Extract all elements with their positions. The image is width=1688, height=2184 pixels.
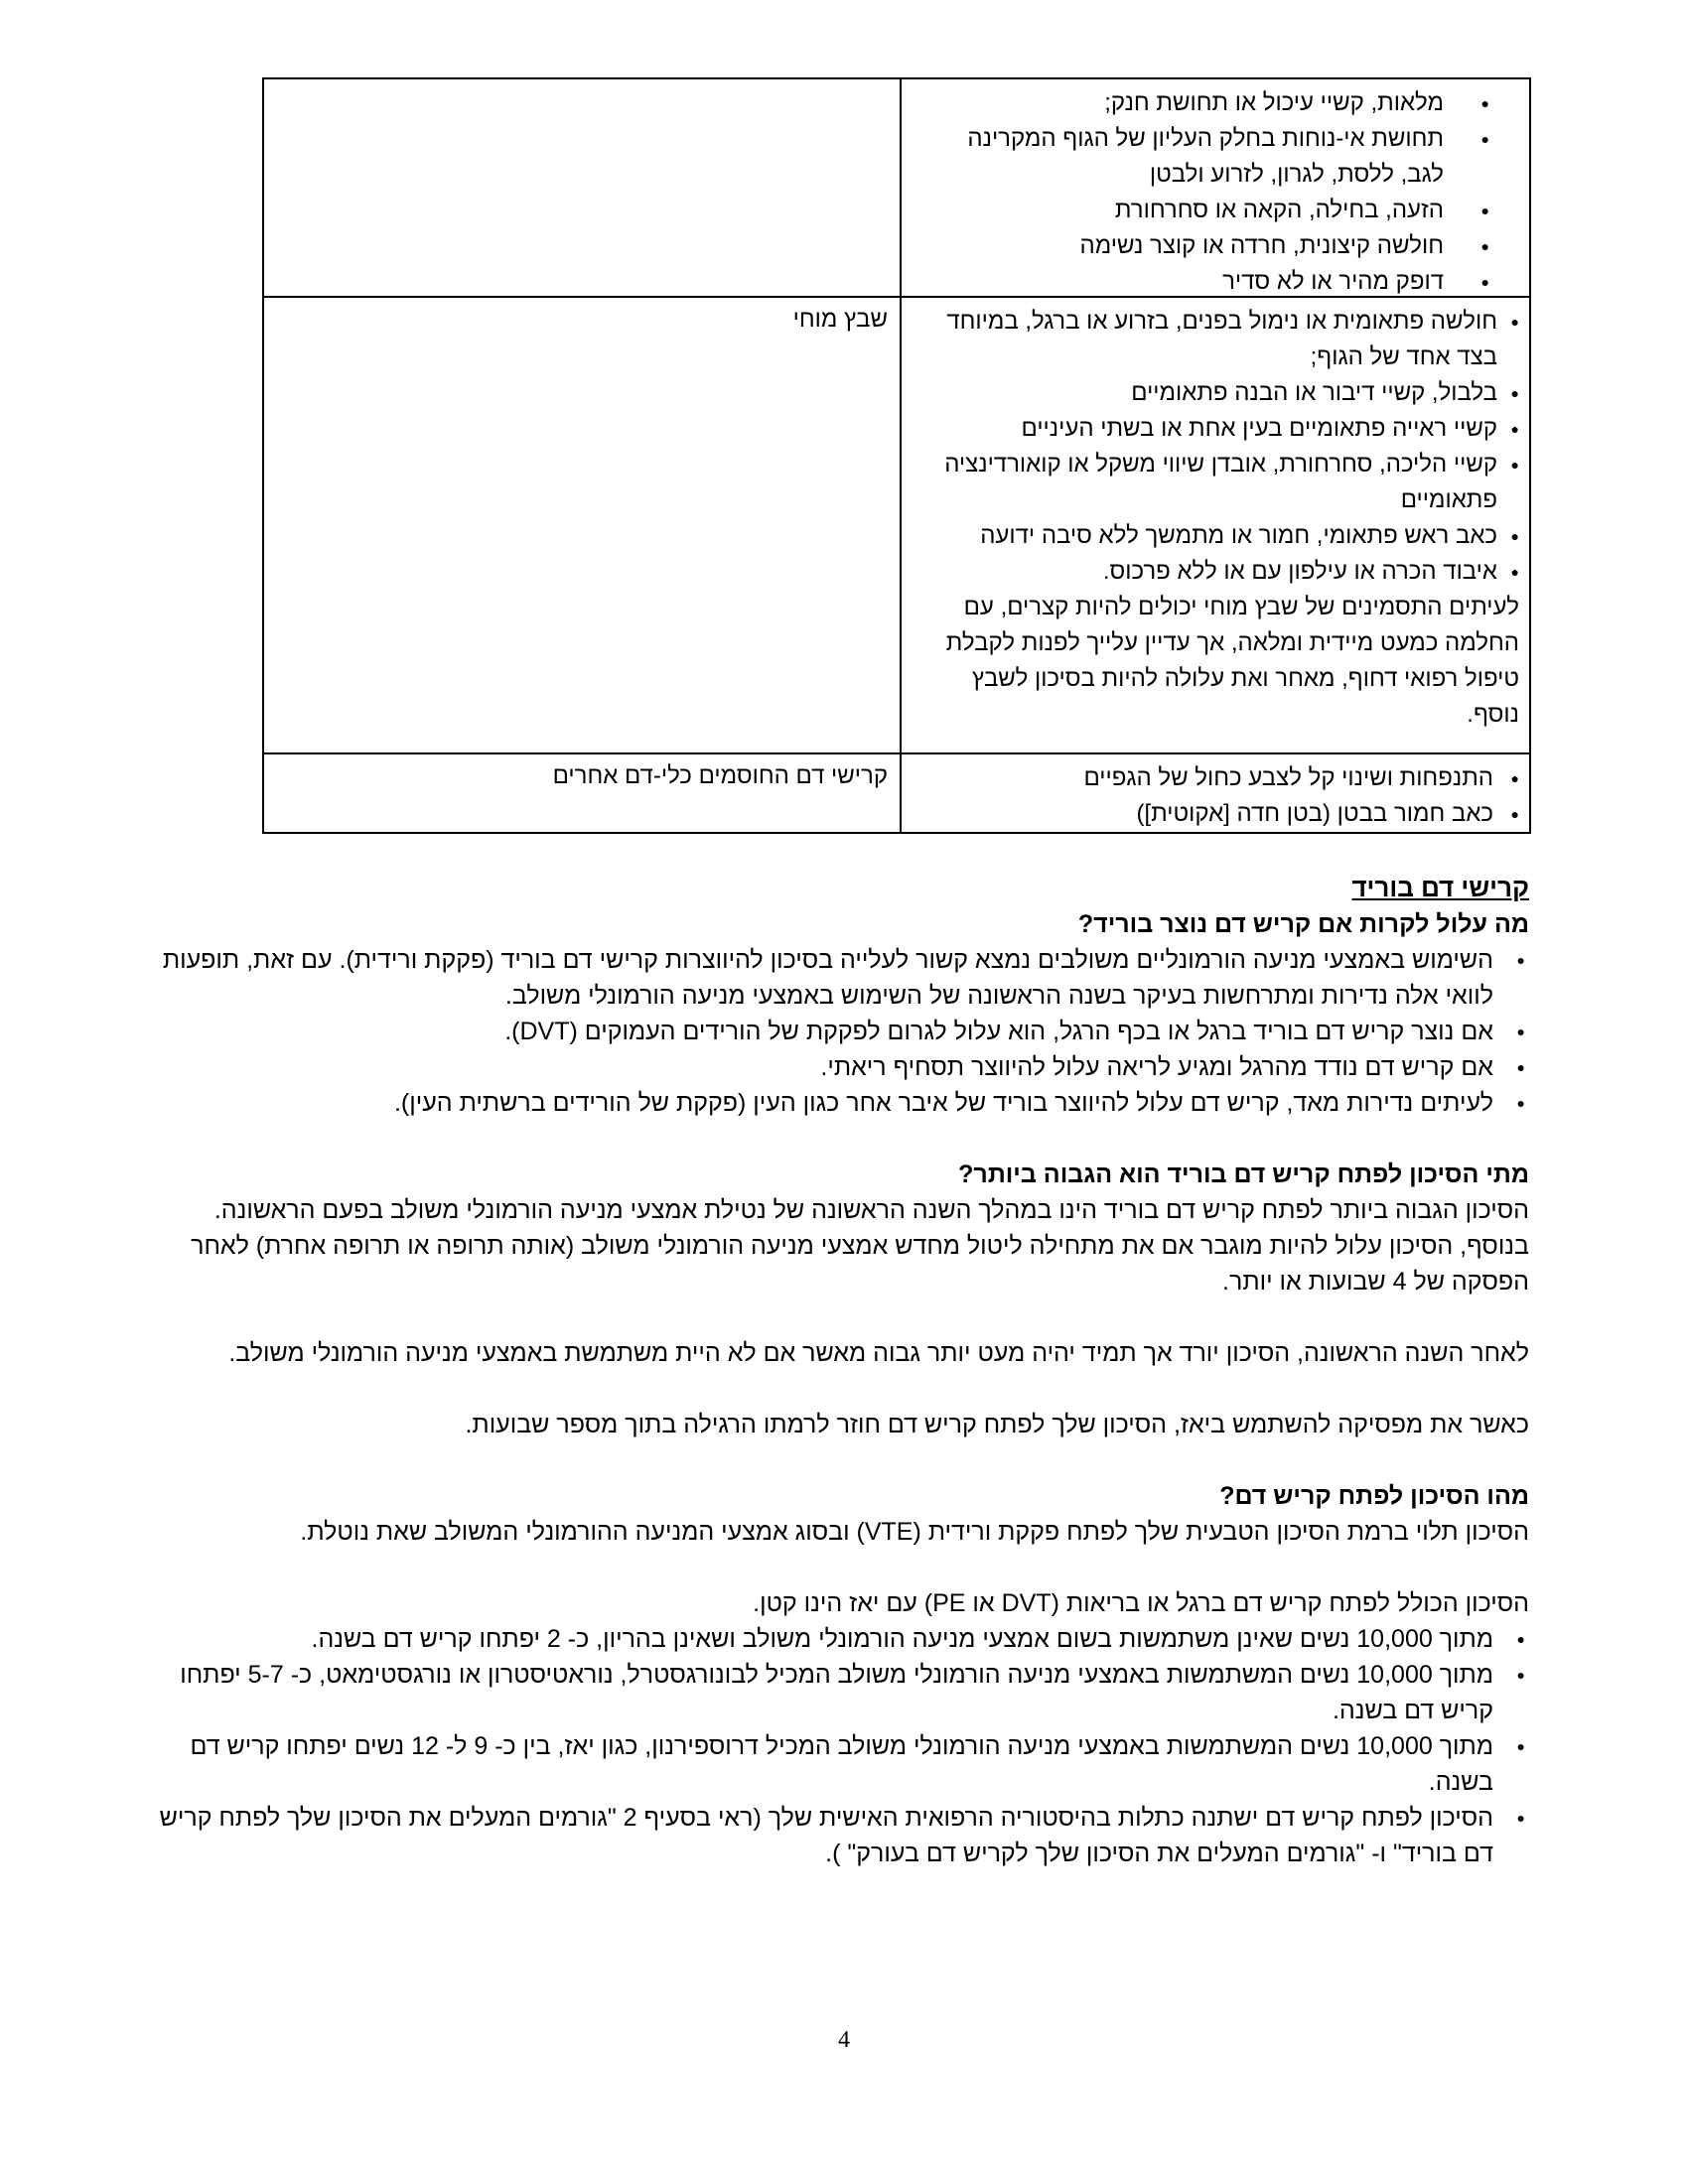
paragraph: הסיכון הכולל לפתח קריש דם ברגל או בריאות (DVT או PE) עם יאז הינו קטן. — [753, 1589, 1529, 1617]
list-item: ● חולשה פתאומית או נימול בפנים, בזרוע או ברגל, במיוחד בצד אחד של הגוף; — [925, 304, 1519, 375]
question-heading: מתי הסיכון לפתח קריש דם בוריד הוא הגבוה ביותר? — [958, 1160, 1529, 1188]
question-heading: מהו הסיכון לפתח קריש דם? — [1219, 1482, 1529, 1510]
list-item: ● מתוך 10,000 נשים שאינן משתמשות בשום אמצעי מניעה הורמונלי משולב ושאינן בהריון, כ- 2 יפתחו קריש דם בשנה. — [149, 1621, 1529, 1657]
list-item: ● קשיי הליכה, סחרחורת, אובדן שיווי משקל או קואורדינציה פתאומיים — [925, 447, 1519, 518]
list-item: ● דופק מהיר או לא סדיר — [935, 264, 1519, 300]
table-row — [264, 79, 1529, 296]
column-divider — [900, 79, 902, 296]
risk-list — [149, 942, 1529, 1121]
list-item: ● הזעה, בחילה, הקאה או סחרחורת — [935, 193, 1519, 228]
symptoms-cell — [902, 298, 1529, 752]
column-divider — [900, 298, 902, 752]
table-row — [264, 296, 1529, 752]
symptoms-table — [262, 77, 1531, 834]
symptoms-cell — [902, 79, 1529, 296]
stroke-note: לעיתים התסמינים של שבץ מוחי יכולים להיות קצרים, עם החלמה כמעט מיידית ומלאה, אך עדיין עלייך לפנות לקבלת טיפול רפואי דחוף, מאחר ואת עלולה להיות בסיכון לשבץ נוסף. — [945, 594, 1519, 728]
list-item: ● אם קריש דם נודד מהרגל ומגיע לריאה עלול להיווצר תסחיף ריאתי. — [149, 1049, 1529, 1085]
list-item: ● התנפחות ושינוי קל לצבע כחול של הגפיים — [935, 760, 1519, 796]
list-item: ● איבוד הכרה או עילפון עם או ללא פרכוס. — [925, 554, 1519, 590]
list-item: ● מתוך 10,000 נשים המשתמשות באמצעי מניעה הורמונלי משולב המכיל לבונורגסטרל, נוראטיסטרון או נורגסטימאט, כ- 5-7 יפתחו קריש דם בשנה. — [149, 1657, 1529, 1728]
condition-cell — [264, 79, 900, 296]
list-item: ● הסיכון לפתח קריש דם ישתנה כתלות בהיסטוריה הרפואית האישית שלך (ראי בסעיף 2 "גורמים המעלים את הסיכון שלך לפתח קריש דם בוריד" ו- "גורמים המעלים את הסיכון שלך לקריש דם בעורק" ). — [149, 1800, 1529, 1871]
statistics-list — [149, 1621, 1529, 1871]
symptoms-cell — [902, 754, 1529, 834]
condition-cell: קרישי דם החוסמים כלי-דם אחרים — [552, 762, 888, 789]
list-item: ● קשיי ראייה פתאומיים בעין אחת או בשתי העיניים — [925, 411, 1519, 447]
list-item: ● תחושת אי-נוחות בחלק העליון של הגוף המקרינה לגב, ללסת, לגרון, לזרוע ולבטן — [935, 121, 1519, 193]
column-divider — [900, 754, 902, 834]
question-heading: מה עלול לקרות אם קריש דם נוצר בוריד? — [1077, 910, 1529, 938]
section-title: קרישי דם בוריד — [1351, 873, 1529, 902]
list-item: ● אם נוצר קריש דם בוריד ברגל או בכף הרגל, הוא עלול לגרום לפקקת של הורידים העמוקים (DVT). — [149, 1014, 1529, 1049]
list-item: ● השימוש באמצעי מניעה הורמונליים משולבים נמצא קשור לעלייה בסיכון להיווצרות קרישי דם בוריד (פקקת ורידית). עם זאת, תופעות לוואי אלה נדירות ומתרחשות בעיקר בשנה הראשונה של השימוש באמצעי מניעה הורמונלי משולב. — [149, 942, 1529, 1014]
list-item: ● חולשה קיצונית, חרדה או קוצר נשימה — [935, 228, 1519, 264]
list-item: ● בלבול, קשיי דיבור או הבנה פתאומיים — [925, 375, 1519, 411]
list-item: ● כאב חמור בבטן (בטן חדה [אקוטית]) — [935, 796, 1519, 832]
list-item: ● מתוך 10,000 נשים המשתמשות באמצעי מניעה הורמונלי משולב המכיל דרוספירנון, כגון יאז, בין כ- 9 ל- 12 נשים יפתחו קריש דם בשנה. — [149, 1728, 1529, 1800]
paragraph: לאחר השנה הראשונה, הסיכון יורד אך תמיד יהיה מעט יותר גבוה מאשר אם לא היית משתמשת באמצעי מניעה הורמונלי משולב. — [228, 1339, 1529, 1367]
table-row — [264, 752, 1529, 834]
main-content — [149, 869, 1529, 1871]
list-item: ● מלאות, קשיי עיכול או תחושת חנק; — [935, 85, 1519, 121]
page-number: 4 — [838, 2027, 850, 2053]
list-item: ● כאב ראש פתאומי, חמור או מתמשך ללא סיבה ידועה — [925, 518, 1519, 554]
condition-cell: שבץ מוחי — [792, 306, 888, 333]
list-item: ● לעיתים נדירות מאד, קריש דם עלול להיווצר בוריד של איבר אחר כגון העין (פקקת של הורידים ברשתית העין). — [149, 1085, 1529, 1121]
paragraph: כאשר את מפסיקה להשתמש ביאז, הסיכון שלך לפתח קריש דם חוזר לרמתו הרגילה בתוך מספר שבועות. — [465, 1411, 1529, 1438]
paragraph: הסיכון הגבוה ביותר לפתח קריש דם בוריד הינו במהלך השנה הראשונה של נטילת אמצעי מניעה הורמונלי משולב בפעם הראשונה. בנוסף, הסיכון עלול להיות מוגבר אם את מתחילה ליטול מחדש אמצעי מניעה הורמונלי משולב (אותה תרופה או תרופה אחרת) לאחר הפסקה של 4 שבועות או יותר. — [191, 1196, 1529, 1296]
paragraph: הסיכון תלוי ברמת הסיכון הטבעית שלך לפתח פקקת ורידית (VTE) ובסוג אמצעי המניעה ההורמונלי המשולב שאת נוטלת. — [300, 1518, 1529, 1546]
